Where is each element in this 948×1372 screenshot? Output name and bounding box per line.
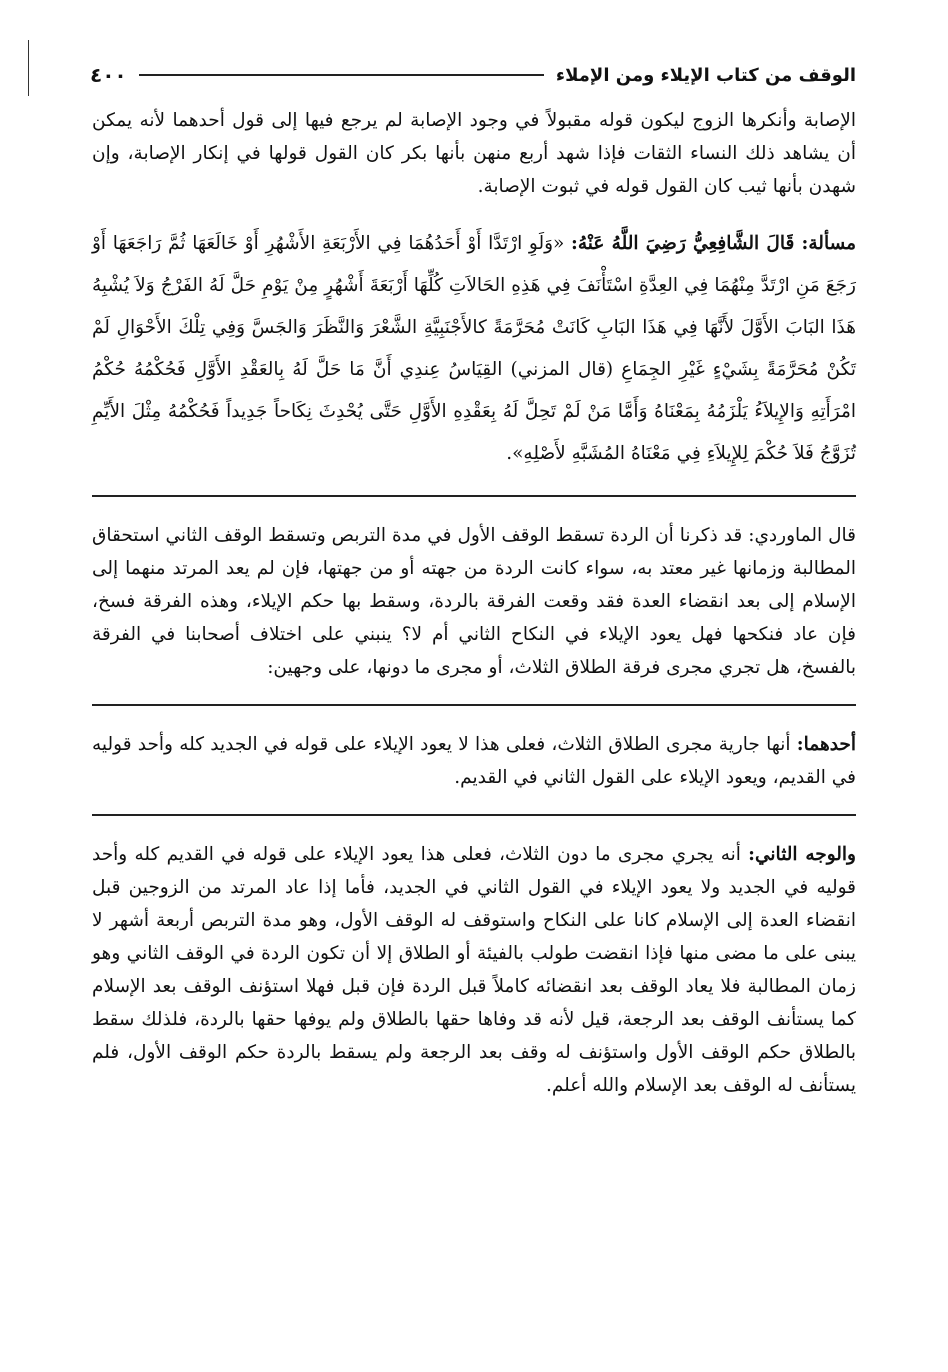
page-number: ٤٠٠ bbox=[90, 63, 127, 87]
paragraph-text: أنه يجري مجرى ما دون الثلاث، فعلى هذا يعود الإيلاء على قوله في القديم كله وأحد قوليه في الجديد ولا يعود الإيلاء في القول الثاني في الجديد، فأما إذا عاد المرتد من الزوجين قبل انقضاء العدة إلى الإسلام كانا على النكاح واستوقف له الوقف الأول، وهو مدة التربص أربعة أشهر لا يبنى على ما مضى منها فإذا انقضت طولب بالفيئة أو الطلاق إلا أن تكون الردة في الوقف الثاني وهو زمان المطالبة فلا يعاد الوقف بعد انقضائه كاملاً قبل الردة فإن قبل فهلا استؤنف الوقف بعد الإسلام كما يستأنف الوقف بعد الرجعة، قيل لأنه قد وفاها حقها بالطلاق ولم يوفها حقها بالردة، فلذلك سقط بالطلاق حكم الوقف الأول واستؤنف له وقف بعد الرجعة ولم يسقط بالردة حكم الوقف الأول، فلم يستأنف له الوقف بعد الإسلام والله أعلم. bbox=[92, 844, 856, 1096]
second-view-heading: والوجه الثاني: bbox=[748, 844, 856, 865]
section-divider bbox=[92, 495, 856, 497]
paragraph-masala-quote bbox=[92, 223, 856, 475]
paragraph-second-view bbox=[92, 838, 856, 1102]
paragraph-continuation bbox=[92, 104, 856, 203]
page-header bbox=[90, 58, 856, 92]
paragraph-text: أنها جارية مجرى الطلاق الثلاث، فعلى هذا لا يعود الإيلاء على قوله في الجديد كله وأحد قوليه في القديم، ويعود الإيلاء على القول الثاني في القديم. bbox=[92, 734, 856, 788]
paragraph-text: الإصابة وأنكرها الزوج ليكون قوله مقبولاً في وجود الإصابة لم يرجع فيها إلى قول أحدهما لأنه يمكن أن يشاهد ذلك النساء الثقات فإذا شهد أربع منهن بأنها بكر كان القول قولها في إنكار الإصابة، وإن شهدن بأنها ثيب كان القول قوله في ثبوت الإصابة. bbox=[92, 110, 856, 197]
masala-heading: مسألة: قَالَ الشَّافِعِيُّ رَضِيَ اللَّهُ عَنْهُ: bbox=[571, 233, 856, 254]
paragraph-first-view bbox=[92, 728, 856, 794]
shafii-quote-text: «وَلَوِ ارْتَدَّا أَوْ أَحَدُهُمَا فِي الأَرْبَعَةِ الأَشْهُرِ أَوْ خَالَعَهَا ثُمَّ رَاجَعَهَا أَوْ رَجَعَ مَنِ ارْتَدَّ مِنْهُمَا فِي العِدَّةِ اسْتَأْنَفَ فِي هَذِهِ الحَالاَتِ كُلِّهَا أَرْبَعَةَ أَشْهُرٍ مِنْ يَوْمِ حَلَّ لَهُ الفَرْجُ وَلاَ يُشْبِهُ هَذَا البَابَ الأَوَّلَ لأَنَّهَا فِي هَذَا البَابِ كَانَتْ مُحَرَّمَةً كالأَجْنَبِيَّةِ الشَّعْرَ وَالنَّظَرَ وَالجَسَّ وَفِي تِلْكَ الأَحْوَالِ لَمْ تَكُنْ مُحَرَّمَةً بِشَيْءٍ غَيْرِ الجِمَاعِ (قال المزني) القِيَاسُ عِندِي أَنَّ مَا حَلَّ لَهُ بِالعَقْدِ الأَوَّلِ فَحُكْمُهُ حُكْمُ امْرَأَتِهِ وَالإِيلاَءُ يَلْزَمُهُ بِمَعْنَاهُ وَأَمَّا مَنْ لَمْ تَحِلَّ لَهُ بِعَقْدِهِ الأَوَّلِ حَتَّى يُحْدِثَ نِكَاحاً جَدِيداً فَحُكْمُهُ مِثْلَ الأَيِّمِ تُزَوَّجُ فَلاَ حُكْمَ لِلإِيلاَءِ فِي مَعْنَاهُ المُشَبَّهِ لأَصْلِهِ». bbox=[92, 233, 856, 464]
running-title: الوقف من كتاب الإيلاء ومن الإملاء bbox=[555, 64, 856, 86]
margin-rule bbox=[28, 40, 29, 96]
paragraph-mawardi bbox=[92, 519, 856, 684]
section-divider bbox=[92, 704, 856, 706]
section-divider bbox=[92, 814, 856, 816]
first-view-heading: أحدهما: bbox=[796, 734, 856, 755]
paragraph-text: قال الماوردي: قد ذكرنا أن الردة تسقط الوقف الأول في مدة التربص وتسقط الوقف الثاني استحقاق المطالبة وزمانها غير معتد به، سواء كانت الردة من جهته أو من جهتها، فإن لم يعد المرتد منهما إلى الإسلام إلى بعد انقضاء العدة فقد وقعت الفرقة بالردة، وسقط بها حكم الإيلاء، وهذه الفرقة فسخ، فإن عاد فنكحها فهل يعود الإيلاء في النكاح الثاني أم لا؟ ينبني على اختلاف أصحابنا في الفرقة بالفسخ، هل تجري مجرى فرقة الطلاق الثلاث، أو مجرى ما دونها، على وجهين: bbox=[92, 525, 857, 678]
page-body bbox=[92, 104, 856, 1122]
header-rule bbox=[139, 74, 544, 76]
